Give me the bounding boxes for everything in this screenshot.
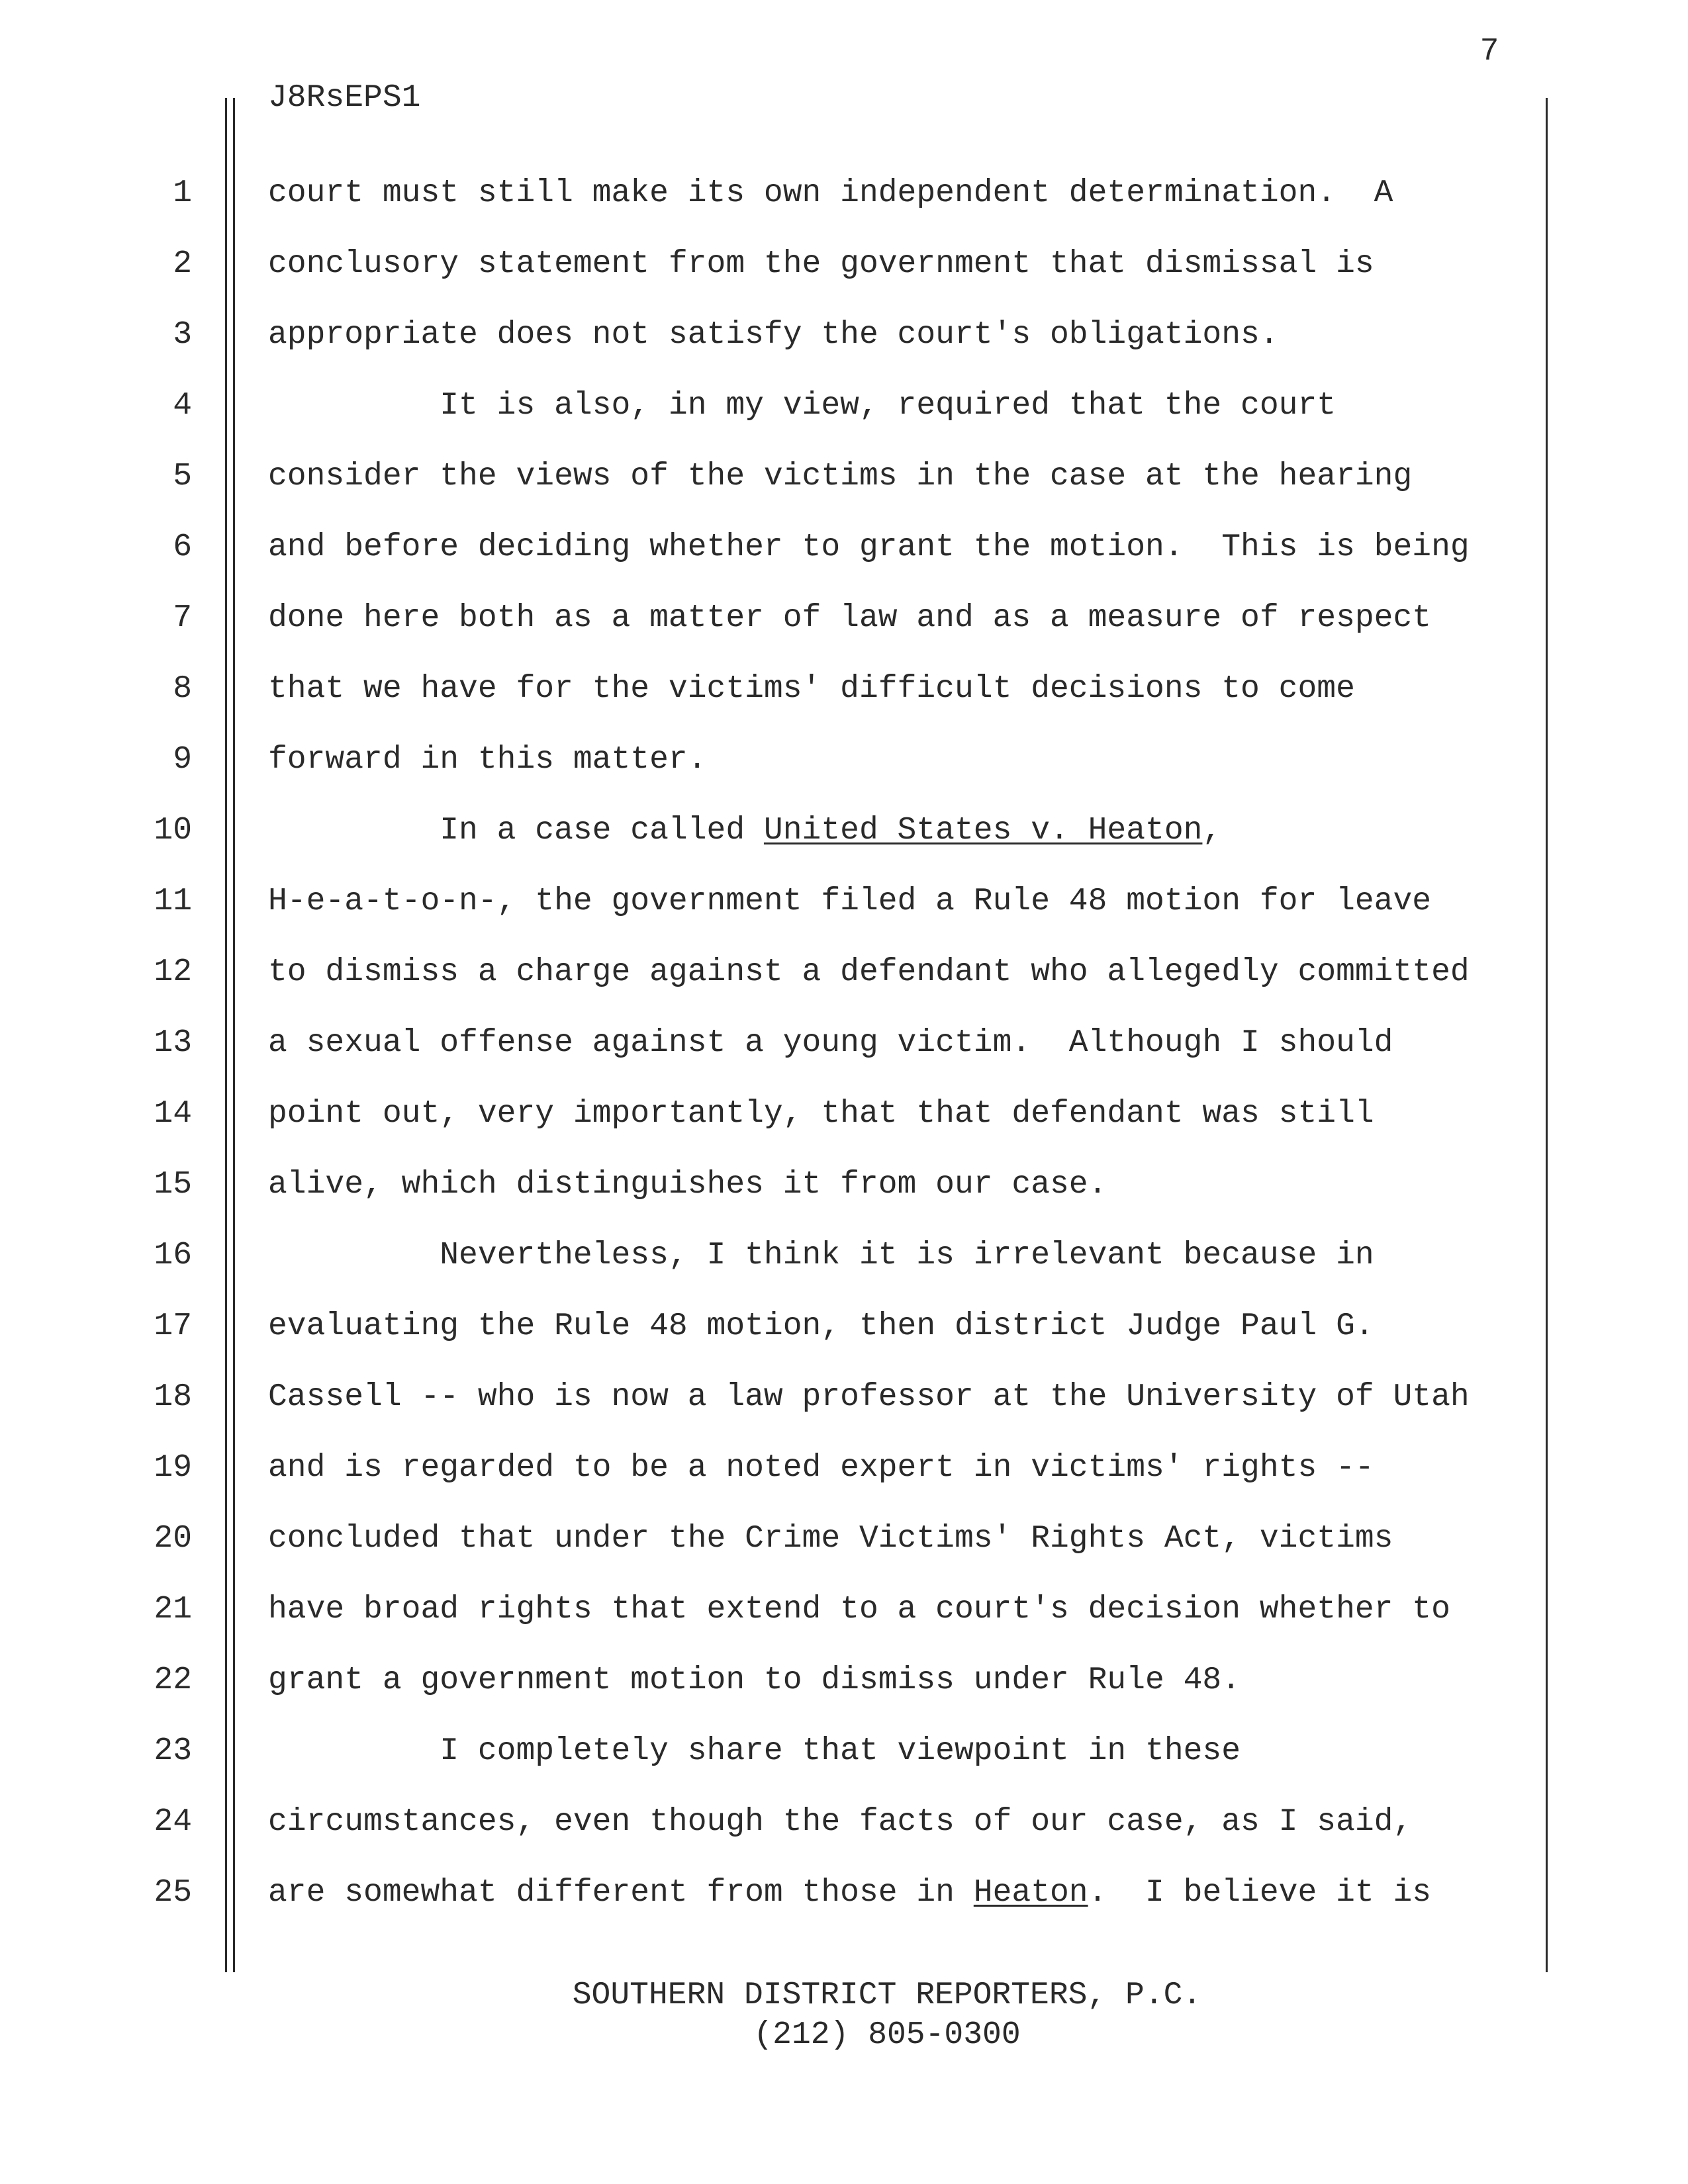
line-text — [268, 1229, 1374, 1282]
line-text-segment: and is regarded to be a noted expert in victims' rights -- — [268, 1450, 1374, 1486]
line-number: 17 — [154, 1308, 192, 1344]
line-number: 2 — [173, 246, 192, 282]
line-text — [268, 1017, 1393, 1069]
line-number: 12 — [154, 954, 192, 990]
line-number: 25 — [154, 1875, 192, 1911]
line-text — [268, 733, 707, 786]
line-text — [268, 804, 1221, 857]
line-text-segment: and before deciding whether to grant the motion. This is being — [268, 529, 1470, 565]
line-text — [268, 1512, 1393, 1565]
line-number: 6 — [173, 529, 192, 565]
line-text — [268, 379, 1336, 432]
line-number: 23 — [154, 1733, 192, 1769]
line-number: 9 — [173, 742, 192, 778]
left-margin-rule-inner — [233, 98, 235, 1972]
line-text-segment: have broad rights that extend to a court's decision whether to — [268, 1592, 1450, 1627]
page-number: 7 — [1479, 34, 1499, 69]
line-text-segment: . I believe it is — [1088, 1875, 1432, 1911]
line-number: 24 — [154, 1804, 192, 1840]
line-number: 14 — [154, 1096, 192, 1132]
line-text — [268, 1654, 1241, 1707]
footer-phone: (212) 805-0300 — [753, 2017, 1021, 2053]
line-text-segment: It is also, in my view, required that the court — [268, 388, 1336, 424]
line-text — [268, 1441, 1374, 1494]
line-text-segment: done here both as a matter of law and as a measure of respect — [268, 600, 1432, 636]
line-text — [268, 308, 1279, 361]
line-text-segment: point out, very importantly, that that defendant was still — [268, 1096, 1374, 1132]
line-text — [268, 1583, 1450, 1636]
line-text — [268, 521, 1470, 574]
line-number: 21 — [154, 1592, 192, 1627]
line-number: 5 — [173, 459, 192, 494]
left-margin-rule-outer — [225, 98, 227, 1972]
line-text — [268, 1796, 1412, 1848]
line-text-segment: concluded that under the Crime Victims' Rights Act, victims — [268, 1521, 1393, 1557]
line-text-segment: to dismiss a charge against a defendant who allegedly committed — [268, 954, 1470, 990]
line-text-segment: court must still make its own independent determination. A — [268, 175, 1393, 211]
line-text — [268, 238, 1374, 291]
line-number: 18 — [154, 1379, 192, 1415]
line-number: 16 — [154, 1238, 192, 1273]
line-text-segment: Nevertheless, I think it is irrelevant because in — [268, 1238, 1374, 1273]
line-text — [268, 1158, 1107, 1211]
line-text-segment: , — [1202, 813, 1222, 848]
line-text-segment: appropriate does not satisfy the court's obligations. — [268, 317, 1279, 353]
line-number: 20 — [154, 1521, 192, 1557]
footer-reporter: SOUTHERN DISTRICT REPORTERS, P.C. — [572, 1978, 1202, 2013]
line-number: 15 — [154, 1167, 192, 1203]
line-text-segment: grant a government motion to dismiss under Rule 48. — [268, 1662, 1241, 1698]
line-text-segment: conclusory statement from the government that dismissal is — [268, 246, 1374, 282]
line-number: 1 — [173, 175, 192, 211]
line-text — [268, 450, 1412, 503]
line-text — [268, 1087, 1374, 1140]
line-text-segment: In a case called — [268, 813, 764, 848]
line-number: 8 — [173, 671, 192, 707]
case-name-citation: Heaton — [973, 1875, 1088, 1911]
line-number: 19 — [154, 1450, 192, 1486]
line-text — [268, 875, 1431, 928]
line-text-segment: H-e-a-t-o-n-, the government filed a Rule 48 motion for leave — [268, 884, 1432, 919]
line-text-segment: forward in this matter. — [268, 742, 707, 778]
line-text-segment: that we have for the victims' difficult decisions to come — [268, 671, 1355, 707]
line-number: 4 — [173, 388, 192, 424]
line-text — [268, 1725, 1241, 1778]
line-text-segment: are somewhat different from those in — [268, 1875, 974, 1911]
line-number: 3 — [173, 317, 192, 353]
case-identifier: J8RsEPS1 — [268, 80, 421, 116]
line-text-segment: Cassell -- who is now a law professor at the University of Utah — [268, 1379, 1470, 1415]
line-text — [268, 662, 1355, 715]
line-text — [268, 1371, 1470, 1424]
line-text-segment: consider the views of the victims in the case at the hearing — [268, 459, 1413, 494]
line-text — [268, 946, 1470, 999]
line-number: 10 — [154, 813, 192, 848]
line-text-segment: circumstances, even though the facts of our case, as I said, — [268, 1804, 1413, 1840]
line-text — [268, 167, 1393, 220]
line-text — [268, 592, 1431, 645]
line-number: 22 — [154, 1662, 192, 1698]
line-number: 7 — [173, 600, 192, 636]
line-text-segment: alive, which distinguishes it from our case. — [268, 1167, 1107, 1203]
line-text — [268, 1866, 1431, 1919]
line-text-segment: evaluating the Rule 48 motion, then district Judge Paul G. — [268, 1308, 1374, 1344]
line-number: 11 — [154, 884, 192, 919]
line-text-segment: a sexual offense against a young victim. Although I should — [268, 1025, 1393, 1061]
line-number: 13 — [154, 1025, 192, 1061]
case-name-citation: United States v. Heaton — [763, 813, 1203, 848]
line-text — [268, 1300, 1374, 1353]
right-margin-rule — [1546, 98, 1548, 1972]
line-text-segment: I completely share that viewpoint in these — [268, 1733, 1241, 1769]
